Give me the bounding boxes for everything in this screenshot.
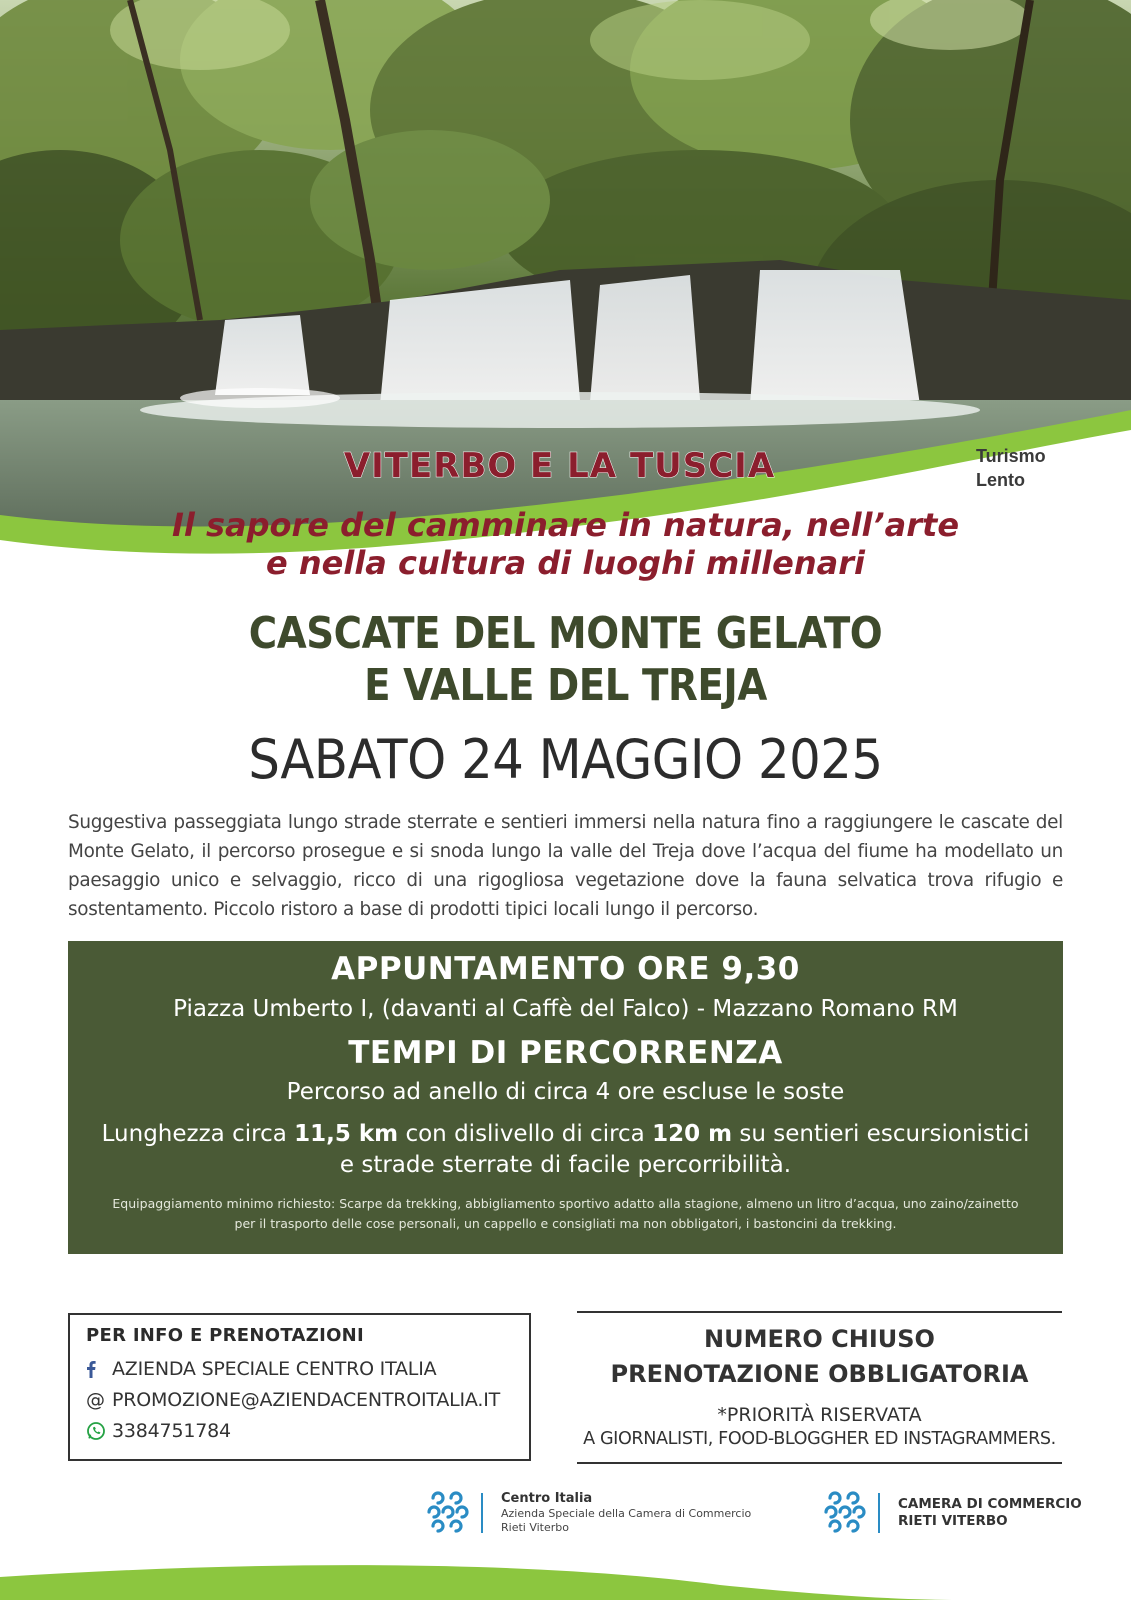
tagline-line2: e nella cultura di luoghi millenari — [266, 544, 865, 582]
at-icon: @ — [86, 1388, 105, 1411]
event-title — [68, 608, 1063, 712]
priority-line2: A GIORNALISTI, FOOD-BLOGGHER ED INSTAGRAMMERS. — [583, 1429, 1056, 1449]
notice-line1: NUMERO CHIUSO — [704, 1325, 935, 1353]
camera-line2: RIETI VITERBO — [898, 1513, 1008, 1529]
tagline-line1: Il sapore del camminare in natura, nell’arte — [171, 506, 960, 544]
tagline — [0, 506, 1131, 582]
facebook-icon — [86, 1360, 112, 1378]
camera-line1: CAMERA DI COMMERCIO — [898, 1496, 1082, 1512]
turismo-line1: Turismo — [976, 446, 1046, 466]
event-title-line1: CASCATE DEL MONTE GELATO — [248, 608, 883, 659]
event-date: SABATO 24 MAGGIO 2025 — [248, 728, 883, 791]
email-label: PROMOZIONE@AZIENDACENTROITALIA.IT — [112, 1388, 501, 1411]
region-kicker-text: VITERBO E LA TUSCIA — [343, 446, 776, 486]
length-mid: con dislivello di circa — [398, 1121, 653, 1147]
logo-divider — [481, 1493, 483, 1533]
meeting-heading: APPUNTAMENTO ORE 9,30 — [331, 951, 800, 987]
hero-photo — [0, 0, 1131, 590]
centro-title: Centro Italia — [501, 1491, 593, 1506]
contact-phone[interactable] — [86, 1415, 513, 1446]
camera-commercio-logo — [820, 1490, 1082, 1536]
contact-email[interactable] — [86, 1384, 513, 1415]
route-length — [68, 1119, 1063, 1181]
facebook-label: AZIENDA SPECIALE CENTRO ITALIA — [112, 1357, 437, 1380]
length-value: 11,5 km — [294, 1121, 399, 1147]
swirl-logo-icon — [423, 1490, 469, 1536]
length-prefix: Lunghezza circa — [101, 1121, 295, 1147]
bottom-green-wave — [0, 1555, 1131, 1600]
contact-facebook[interactable] — [86, 1353, 513, 1384]
notice-line2: PRENOTAZIONE OBBLIGATORIA — [610, 1360, 1029, 1388]
centro-italia-text — [501, 1491, 751, 1535]
centro-sub1: Azienda Speciale della Camera di Commercio — [501, 1507, 752, 1520]
waterfall-illustration — [0, 0, 1131, 590]
route-length-line2: e strade sterrate di facile percorribilità. — [339, 1152, 792, 1178]
route-length-line1 — [68, 1119, 1063, 1150]
centro-italia-logo — [423, 1490, 751, 1536]
region-kicker — [0, 446, 1131, 486]
camera-commercio-text — [898, 1496, 1082, 1530]
equipment-note: Equipaggiamento minimo richiesto: Scarpe da trekking, abbigliamento sportivo adatto alla stagione, almeno un litro d’acqua, uno zaino/zainetto per il trasporto delle cose personali, un cappello e consigliati ma non obbligatori, i bastoncini da trekking. — [112, 1196, 1019, 1231]
booking-notice — [577, 1311, 1062, 1464]
length-suffix: su sentieri escursionistici — [732, 1121, 1030, 1147]
duration-heading: TEMPI DI PERCORRENZA — [348, 1035, 783, 1071]
turismo-line2: Lento — [976, 470, 1025, 490]
logo-divider — [878, 1493, 880, 1533]
meeting-place: Piazza Umberto I, (davanti al Caffè del Falco) - Mazzano Romano RM — [173, 996, 958, 1022]
event-title-line2: E VALLE DEL TREJA — [364, 660, 767, 711]
phone-label: 3384751784 — [112, 1419, 231, 1442]
centro-sub2: Rieti Viterbo — [501, 1521, 569, 1534]
elevation-value: 120 m — [652, 1121, 733, 1147]
swirl-logo-icon — [820, 1490, 866, 1536]
contact-box — [68, 1313, 531, 1461]
event-description: Suggestiva passeggiata lungo strade sterrate e sentieri immersi nella natura fino a raggiungere le cascate del Monte Gelato, il percorso prosegue e si snoda lungo la valle del Treja dove l’acqua del fiume ha modellato un paesaggio unico e selvaggio, ricco di una rigogliosa vegetazione dove la fauna selvatica trova rifugio e sostentamento. Piccolo ristoro a base di prodotti tipici locali lungo il percorso. — [68, 812, 1063, 920]
priority-line1: *PRIORITÀ RISERVATA — [717, 1404, 922, 1426]
details-box — [68, 941, 1063, 1254]
whatsapp-icon — [86, 1421, 112, 1441]
duration-text: Percorso ad anello di circa 4 ore escluse le soste — [286, 1079, 845, 1105]
contact-heading: PER INFO E PRENOTAZIONI — [86, 1325, 365, 1346]
